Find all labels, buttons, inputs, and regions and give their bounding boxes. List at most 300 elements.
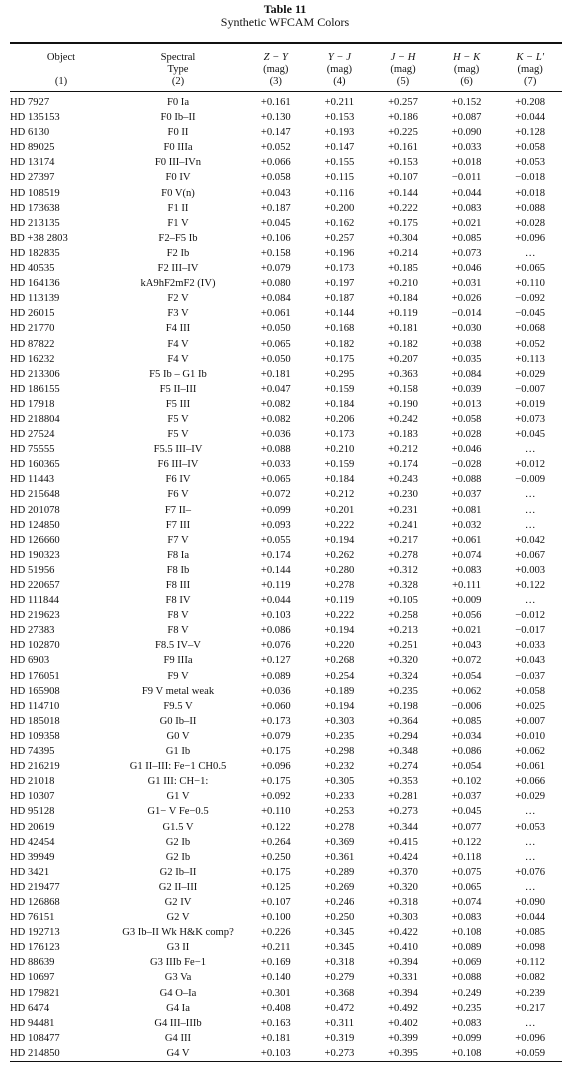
z-y-cell: +0.103 <box>260 610 291 622</box>
table-row <box>10 246 562 261</box>
k-l-cell: … <box>524 519 536 531</box>
y-j-cell: +0.233 <box>324 791 355 803</box>
h-k-cell: +0.021 <box>451 625 482 637</box>
j-h-cell: +0.331 <box>388 972 418 984</box>
k-l-cell: +0.098 <box>515 942 546 954</box>
object-cell: HD 7927 <box>10 97 50 108</box>
object-cell: BD +38 2803 <box>10 232 68 244</box>
y-j-cell: +0.175 <box>324 353 355 365</box>
k-l-cell: +0.025 <box>515 700 546 712</box>
k-l-cell: +0.067 <box>515 549 546 561</box>
y-j-cell: +0.222 <box>324 519 355 531</box>
table-row <box>10 744 562 759</box>
y-j-cell: +0.184 <box>324 398 355 410</box>
spectral-type-cell: F4 V <box>167 338 189 350</box>
y-j-cell: +0.254 <box>324 670 355 682</box>
y-j-cell: +0.298 <box>324 746 355 758</box>
j-h-cell: +0.184 <box>388 293 418 305</box>
h-k-cell: +0.083 <box>451 1017 482 1029</box>
h-k-cell: +0.108 <box>451 927 482 939</box>
object-cell: HD 219477 <box>10 881 60 893</box>
k-l-cell: +0.085 <box>515 927 546 939</box>
h-k-cell: +0.089 <box>451 942 482 954</box>
z-y-cell: +0.110 <box>261 806 291 818</box>
h-k-cell: +0.081 <box>451 504 482 516</box>
table-row <box>10 321 562 336</box>
table-row <box>10 729 562 744</box>
table-row <box>10 699 562 714</box>
y-j-cell: +0.115 <box>324 172 355 184</box>
k-l-cell: +0.096 <box>515 232 546 244</box>
y-j-cell: +0.295 <box>324 368 355 380</box>
table-subtitle: Synthetic WFCAM Colors <box>220 15 350 29</box>
spectral-type-cell: F9.5 V <box>163 700 193 712</box>
j-h-cell: +0.214 <box>388 247 418 259</box>
y-j-cell: +0.257 <box>324 232 355 244</box>
k-l-cell: … <box>524 247 536 259</box>
h-k-cell: −0.006 <box>451 700 482 712</box>
spectral-type-cell: G1 II–III: Fe−1 CH0.5 <box>129 761 227 773</box>
h-k-cell: +0.090 <box>451 127 482 139</box>
j-h-cell: +0.190 <box>388 398 418 410</box>
object-cell: HD 17918 <box>10 398 55 410</box>
y-j-cell: +0.159 <box>324 459 355 471</box>
y-j-cell: +0.147 <box>324 142 355 154</box>
z-y-cell: +0.119 <box>261 580 291 591</box>
spectral-type-cell: F6 III–IV <box>157 459 199 471</box>
k-l-cell: −0.017 <box>515 625 546 637</box>
j-h-cell: +0.312 <box>388 564 418 576</box>
object-cell: HD 160365 <box>10 459 60 471</box>
table-row <box>10 684 562 699</box>
h-k-cell: +0.083 <box>451 564 482 576</box>
y-j-cell: +0.119 <box>324 595 355 607</box>
k-l-cell: … <box>524 489 536 501</box>
k-l-cell: +0.122 <box>515 580 546 591</box>
h-k-cell: +0.086 <box>451 746 482 758</box>
header-k-l: K − L′ <box>516 52 545 63</box>
k-l-cell: +0.076 <box>515 866 546 878</box>
object-cell: HD 126660 <box>10 534 60 546</box>
z-y-cell: +0.036 <box>260 685 291 697</box>
spectral-type-cell: G4 O–Ia <box>159 987 197 999</box>
z-y-cell: +0.408 <box>260 1002 291 1014</box>
h-k-cell: +0.054 <box>451 670 482 682</box>
k-l-cell: +0.073 <box>515 413 546 425</box>
k-l-cell: +0.088 <box>515 202 546 214</box>
spectral-type-cell: G0 V <box>166 730 190 742</box>
table-row <box>10 231 562 246</box>
table-row <box>10 563 562 578</box>
table-row <box>10 1031 562 1046</box>
spectral-type-cell: F1 II <box>167 202 189 214</box>
j-h-cell: +0.394 <box>388 957 418 969</box>
spectral-type-cell: F1 V <box>167 217 189 229</box>
object-cell: HD 95128 <box>10 806 55 818</box>
k-l-cell: +0.019 <box>515 398 546 410</box>
z-y-cell: +0.130 <box>260 112 291 124</box>
header-j-h: J − H <box>390 52 416 63</box>
spectral-type-cell: F8 Ib <box>166 564 190 576</box>
h-k-cell: +0.018 <box>451 157 482 169</box>
h-k-cell: +0.031 <box>451 278 482 290</box>
j-h-cell: +0.213 <box>388 625 418 637</box>
spectral-type-cell: F7 III <box>165 519 191 531</box>
y-j-cell: +0.193 <box>324 127 355 139</box>
h-k-cell: +0.062 <box>451 685 482 697</box>
table-row <box>10 970 562 985</box>
table-row <box>10 125 562 140</box>
h-k-cell: +0.249 <box>451 987 482 999</box>
table-row <box>10 382 562 397</box>
object-cell: HD 179821 <box>10 987 60 999</box>
spectral-type-cell: F3 V <box>167 308 189 320</box>
spectral-type-cell: G1 III: CH−1: <box>147 776 209 788</box>
table-row <box>10 955 562 970</box>
z-y-cell: +0.033 <box>260 459 291 471</box>
h-k-cell: −0.028 <box>451 459 482 471</box>
spectral-type-cell: G1 Ib <box>165 746 191 758</box>
object-cell: HD 88639 <box>10 957 55 969</box>
h-k-cell: +0.108 <box>435 1046 499 1062</box>
k-l-cell: … <box>524 444 536 456</box>
k-l-cell: +0.112 <box>515 957 545 969</box>
k-l-cell: +0.082 <box>515 972 546 984</box>
j-h-cell: +0.182 <box>388 338 418 350</box>
j-h-cell: +0.175 <box>388 217 418 229</box>
k-l-cell: +0.058 <box>515 685 546 697</box>
z-y-cell: +0.211 <box>261 942 291 954</box>
h-k-cell: +0.085 <box>451 715 482 727</box>
h-k-cell: +0.030 <box>451 323 482 335</box>
j-h-cell: +0.210 <box>388 278 418 290</box>
table-row <box>10 487 562 502</box>
z-y-cell: +0.047 <box>260 383 291 395</box>
object-cell: HD 20619 <box>10 821 55 833</box>
j-h-cell: +0.241 <box>388 519 418 531</box>
spectral-type-cell: F0 II <box>167 127 189 139</box>
k-l-cell: +0.018 <box>515 187 546 199</box>
table-row <box>10 925 562 940</box>
z-y-cell: +0.065 <box>260 474 291 486</box>
j-h-cell: +0.257 <box>388 97 418 108</box>
table-row <box>10 1016 562 1031</box>
header-col-5: (5) <box>371 76 435 92</box>
j-h-cell: +0.328 <box>388 580 418 591</box>
z-y-cell: +0.055 <box>260 534 291 546</box>
y-j-cell: +0.311 <box>324 1017 355 1029</box>
j-h-cell: +0.320 <box>388 655 418 667</box>
j-h-cell: +0.492 <box>388 1002 418 1014</box>
object-cell: HD 219623 <box>10 610 60 622</box>
header-col-7: (7) <box>498 76 562 92</box>
k-l-cell: +0.045 <box>515 429 546 441</box>
header-object: Object <box>46 52 76 63</box>
h-k-cell: +0.072 <box>451 655 482 667</box>
k-l-cell: −0.092 <box>515 293 546 305</box>
h-k-cell: +0.099 <box>451 1032 482 1044</box>
h-k-cell: +0.038 <box>451 338 482 350</box>
table-row <box>10 759 562 774</box>
object-cell: HD 102870 <box>10 640 60 652</box>
z-y-cell: +0.181 <box>260 368 291 380</box>
object-cell: HD 214850 <box>10 1046 112 1062</box>
table-row <box>10 306 562 321</box>
j-h-cell: +0.303 <box>388 912 418 924</box>
j-h-cell: +0.105 <box>388 595 418 607</box>
z-y-cell: +0.036 <box>260 429 291 441</box>
y-j-cell: +0.318 <box>324 957 355 969</box>
z-y-cell: +0.096 <box>260 761 291 773</box>
table-row <box>10 608 562 623</box>
y-j-cell: +0.206 <box>324 413 355 425</box>
y-j-cell: +0.153 <box>324 112 355 124</box>
y-j-cell: +0.155 <box>324 157 355 169</box>
y-j-cell: +0.235 <box>324 730 355 742</box>
k-l-cell: +0.052 <box>515 338 546 350</box>
h-k-cell: +0.074 <box>451 896 482 908</box>
y-j-cell: +0.144 <box>324 308 355 320</box>
spectral-type-cell: G4 III–IIIb <box>154 1017 202 1029</box>
spectral-type-cell: F0 Ib–II <box>160 112 196 124</box>
h-k-cell: +0.088 <box>451 474 482 486</box>
z-y-cell: +0.147 <box>260 127 291 139</box>
y-j-cell: +0.222 <box>324 610 355 622</box>
header-object-l2 <box>10 64 112 76</box>
y-j-cell: +0.168 <box>324 323 355 335</box>
spectral-type-cell: F9 V <box>167 670 189 682</box>
k-l-cell: … <box>524 595 536 607</box>
h-k-cell: +0.061 <box>451 534 482 546</box>
k-l-cell: +0.028 <box>515 217 546 229</box>
j-h-cell: +0.243 <box>388 474 418 486</box>
k-l-cell: +0.061 <box>515 761 546 773</box>
table-row <box>10 548 562 563</box>
table-row <box>10 110 562 125</box>
z-y-cell: +0.175 <box>260 746 291 758</box>
h-k-cell: +0.083 <box>451 202 482 214</box>
z-y-cell: +0.092 <box>260 791 291 803</box>
table-row <box>10 337 562 352</box>
y-j-cell: +0.162 <box>324 217 355 229</box>
object-cell: HD 51956 <box>10 564 55 576</box>
spectral-type-cell: F7 II– <box>164 504 192 516</box>
k-l-cell: … <box>524 1017 536 1029</box>
object-cell: HD 173638 <box>10 202 60 214</box>
object-cell: HD 218804 <box>10 413 60 425</box>
object-cell: HD 76151 <box>10 912 55 924</box>
spectral-type-cell: G1.5 V <box>162 821 194 833</box>
header-spectral-type: Type <box>167 64 189 75</box>
k-l-cell: +0.065 <box>515 263 546 275</box>
spectral-type-cell: F0 V(n) <box>161 187 195 199</box>
j-h-cell: +0.424 <box>388 851 418 863</box>
h-k-cell: +0.074 <box>451 549 482 561</box>
z-y-cell: +0.175 <box>260 866 291 878</box>
j-h-cell: +0.394 <box>388 987 418 999</box>
object-cell: HD 108519 <box>10 187 60 199</box>
object-cell: HD 6130 <box>10 127 50 139</box>
j-h-cell: +0.258 <box>388 610 418 622</box>
k-l-cell: +0.062 <box>515 746 546 758</box>
k-l-cell: +0.096 <box>515 1032 546 1044</box>
k-l-cell: +0.059 <box>498 1046 562 1062</box>
object-cell: HD 111844 <box>10 595 59 607</box>
spectral-type-cell: G3 IIIb Fe−1 <box>150 957 206 969</box>
h-k-cell: +0.111 <box>452 580 482 591</box>
object-cell: HD 201078 <box>10 504 60 516</box>
spectral-type-cell: G0 Ib–II <box>159 715 197 727</box>
spectral-type-cell: G2 II–III <box>158 881 198 893</box>
y-j-cell: +0.187 <box>324 293 355 305</box>
spectral-type-cell: G2 V <box>166 912 190 924</box>
object-cell: HD 10697 <box>10 972 55 984</box>
object-cell: HD 39949 <box>10 851 55 863</box>
z-y-cell: +0.173 <box>260 715 291 727</box>
object-cell: HD 87822 <box>10 338 55 350</box>
y-j-cell: +0.361 <box>324 851 355 863</box>
spectral-type-cell: F5 V <box>167 413 189 425</box>
spectral-type-cell: F5 V <box>167 429 189 441</box>
table-row <box>10 593 562 608</box>
k-l-cell: −0.007 <box>515 383 546 395</box>
j-h-cell: +0.344 <box>388 821 418 833</box>
object-cell: HD 42454 <box>10 836 55 848</box>
k-l-cell: … <box>524 836 536 848</box>
object-cell: HD 126868 <box>10 896 60 908</box>
object-cell: HD 21018 <box>10 776 55 788</box>
header-col-1: (1) <box>10 76 112 92</box>
spectral-type-cell: F0 IIIa <box>163 142 193 154</box>
table-row <box>10 533 562 548</box>
table-row <box>10 216 562 231</box>
j-h-cell: +0.217 <box>388 534 418 546</box>
k-l-cell: +0.110 <box>515 278 545 290</box>
k-l-cell: … <box>524 851 536 863</box>
table-row <box>10 276 562 291</box>
y-j-cell: +0.345 <box>324 927 355 939</box>
h-k-cell: +0.028 <box>451 429 482 441</box>
y-j-cell: +0.273 <box>308 1046 372 1062</box>
table-row <box>10 774 562 789</box>
z-y-cell: +0.058 <box>260 172 291 184</box>
table-row <box>10 457 562 472</box>
spectral-type-cell: F8 IV <box>165 595 191 607</box>
y-j-cell: +0.212 <box>324 489 355 501</box>
j-h-cell: +0.181 <box>388 323 418 335</box>
table-row <box>10 1046 562 1062</box>
h-k-cell: +0.044 <box>451 187 482 199</box>
z-y-cell: +0.084 <box>260 293 291 305</box>
table-header <box>10 43 562 92</box>
k-l-cell: +0.003 <box>515 564 546 576</box>
object-cell: HD 216219 <box>10 761 60 773</box>
j-h-cell: +0.320 <box>388 881 418 893</box>
table-row <box>10 895 562 910</box>
y-j-cell: +0.250 <box>324 912 355 924</box>
object-cell: HD 13174 <box>10 157 55 169</box>
j-h-cell: +0.399 <box>388 1032 418 1044</box>
object-cell: HD 190323 <box>10 549 60 561</box>
j-h-cell: +0.273 <box>388 806 418 818</box>
header-col-4: (4) <box>308 76 372 92</box>
h-k-cell: +0.235 <box>451 1002 482 1014</box>
z-y-cell: +0.100 <box>260 912 291 924</box>
table-row <box>10 669 562 684</box>
z-y-cell: +0.043 <box>260 187 291 199</box>
k-l-cell: +0.043 <box>515 655 546 667</box>
h-k-cell: +0.102 <box>451 776 482 788</box>
table-row <box>10 352 562 367</box>
h-k-cell: +0.058 <box>451 413 482 425</box>
table-row <box>10 804 562 819</box>
z-y-cell: +0.082 <box>260 398 291 410</box>
j-h-cell: +0.158 <box>388 383 418 395</box>
z-y-cell: +0.061 <box>260 308 291 320</box>
z-y-cell: +0.264 <box>260 836 291 848</box>
object-cell: HD 74395 <box>10 746 55 758</box>
table-row <box>10 261 562 276</box>
object-cell: HD 114710 <box>10 700 60 712</box>
k-l-cell: … <box>524 504 536 516</box>
spectral-type-cell: G2 Ib <box>165 851 191 863</box>
object-cell: HD 11443 <box>10 474 55 486</box>
y-j-cell: +0.194 <box>324 625 355 637</box>
h-k-cell: +0.087 <box>451 112 482 124</box>
k-l-cell: +0.044 <box>515 112 546 124</box>
y-j-cell: +0.268 <box>324 655 355 667</box>
k-l-cell: +0.010 <box>515 730 546 742</box>
k-l-cell: −0.018 <box>515 172 546 184</box>
header-col-2: (2) <box>112 76 244 92</box>
spectral-type-cell: G4 Ia <box>166 1002 190 1014</box>
spectral-type-cell: F9 V metal weak <box>141 685 215 697</box>
j-h-cell: +0.294 <box>388 730 418 742</box>
spectral-type-cell: G3 II <box>166 942 190 954</box>
spectral-type-cell: F8 V <box>167 625 189 637</box>
z-y-cell: +0.107 <box>260 896 291 908</box>
j-h-cell: +0.198 <box>388 700 418 712</box>
spectral-type-cell: F8 Ia <box>166 549 190 561</box>
h-k-cell: +0.054 <box>451 761 482 773</box>
j-h-cell: +0.207 <box>388 353 418 365</box>
j-h-cell: +0.251 <box>388 640 418 652</box>
object-cell: HD 108477 <box>10 1032 60 1044</box>
h-k-cell: +0.033 <box>451 142 482 154</box>
h-k-cell: +0.009 <box>451 595 482 607</box>
y-j-cell: +0.319 <box>324 1032 355 1044</box>
table-row <box>10 880 562 895</box>
object-cell: HD 215648 <box>10 489 60 501</box>
object-cell: HD 124850 <box>10 519 60 531</box>
y-j-cell: +0.189 <box>324 685 355 697</box>
header-j-h-unit: (mag) <box>390 64 416 75</box>
j-h-cell: +0.107 <box>388 172 418 184</box>
object-cell: HD 27383 <box>10 625 55 637</box>
y-j-cell: +0.345 <box>324 942 355 954</box>
j-h-cell: +0.370 <box>388 866 418 878</box>
h-k-cell: +0.065 <box>451 881 482 893</box>
j-h-cell: +0.119 <box>388 308 418 320</box>
spectral-type-cell: F5.5 III–IV <box>153 444 203 456</box>
object-cell: HD 165908 <box>10 685 60 697</box>
header-z-y-unit: (mag) <box>263 64 289 75</box>
k-l-cell: +0.058 <box>515 142 546 154</box>
spectral-type-cell: F8.5 IV–V <box>155 640 201 652</box>
table-row <box>10 140 562 155</box>
y-j-cell: +0.472 <box>324 1002 355 1014</box>
y-j-cell: +0.197 <box>324 278 355 290</box>
